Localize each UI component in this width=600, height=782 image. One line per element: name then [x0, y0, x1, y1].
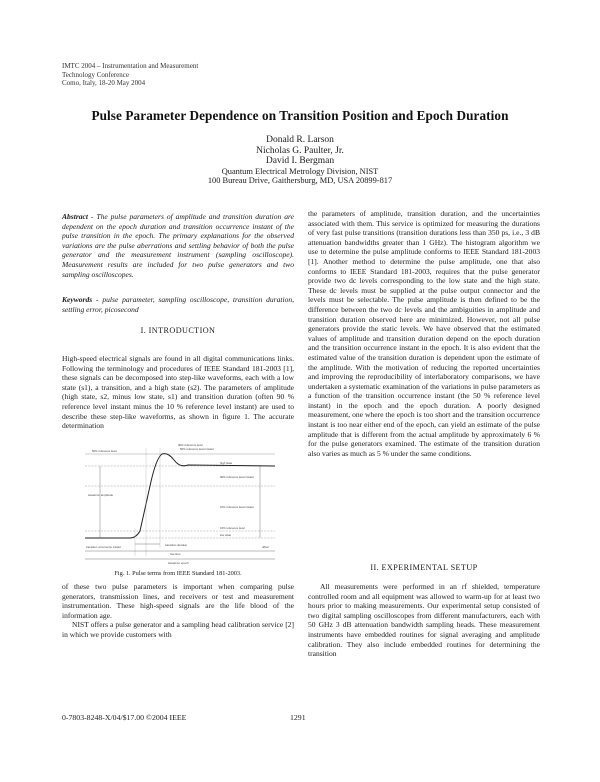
- fig-label-ref50: 50% reference level: [92, 449, 117, 453]
- keywords-text: - pulse parameter, sampling oscilloscope, transition duration, settling error, picosecond: [62, 295, 294, 314]
- fig-label-offset: offset: [262, 545, 269, 549]
- conference-line-3: Como, Italy, 18-20 May 2004: [62, 79, 146, 87]
- section-2-heading: II. EXPERIMENTAL SETUP: [370, 563, 478, 572]
- fig-label-ref90: 90% reference level: [178, 443, 203, 447]
- fig-label-rise-time: rise time: [170, 552, 181, 556]
- affiliation-2: 100 Bureau Drive, Gaithersburg, MD, USA 20899-817: [207, 176, 393, 186]
- right-paragraph-2: All measurements were performed in an rf shielded, temperature controlled room and all equipment was allowed to warm-up for at least two hours prior to making measurements. Our experimental setup consisted of two digital sampling oscilloscopes from different manufacturers, each with 50 GHz 3 dB attenuation bandwidth sampling heads. These measurement instruments have embedded routines for signal averaging and amplitude calibration. They also include embedded routines for determining the transition: [308, 582, 540, 659]
- fig-label-ref10: 10% reference level: [220, 526, 245, 530]
- abstract: [62, 212, 294, 279]
- fig-label-low-state: low state: [220, 533, 232, 537]
- fig-label-waveform-amplitude: waveform amplitude: [88, 493, 114, 497]
- footer-isbn: 0-7803-8248-X/04/$17.00 ©2004 IEEE: [62, 713, 187, 722]
- fig-label-ref10-instant: 10% reference level instant: [220, 505, 254, 509]
- author-2: Nicholas G. Paulter, Jr.: [256, 145, 344, 156]
- intro-paragraph-2a: of these two pulse parameters is important when comparing pulse generators, transmission lines, and receivers or test and measurement instrumentation. These high-speed signals are the life blood of the information age.: [62, 582, 294, 620]
- intro-paragraph-2b: NIST offers a pulse generator and a sampling head calibration service [2] in which we provide customers with: [62, 620, 294, 639]
- figure-1-caption: Fig. 1. Pulse terms from IEEE Standard 181-2003.: [114, 570, 242, 577]
- fig-label-waveform-epoch: waveform epoch: [168, 561, 189, 565]
- fig-label-transition-duration: transition duration: [165, 543, 188, 547]
- section-1-heading: I. INTRODUCTION: [140, 326, 216, 335]
- pulse-waveform: [85, 454, 275, 538]
- intro-paragraph-2: [62, 582, 294, 640]
- conference-line-1: IMTC 2004 – Instrumentation and Measurement: [62, 62, 199, 70]
- conference-line-2: Technology Conference: [62, 70, 129, 79]
- author-3: David I. Bergman: [265, 156, 335, 166]
- fig-label-transition-occurrence: transition occurrence instant: [86, 545, 121, 549]
- author-1: Donald R. Larson: [266, 135, 334, 145]
- fig-label-high-state: high state: [220, 461, 233, 465]
- fig-label-mid-ref-instant: 50% reference level instant: [180, 447, 214, 451]
- intro-paragraph-1: High-speed electrical signals are found in all digital communications links. Following the terminology and procedures of IEEE Standard 181-2003 [1], these signals can be decomposed into step-like waveforms, each with a low state (s1), a transition, and a high state (s2). The parameters of amplitude (high state, s2, minus low state, s1) and transition duration (often 90 % reference level instant minus the 10 % reference level instant) are used to describe these step-like waveforms, as shown in figure 1. The accurate determination: [62, 354, 294, 431]
- abstract-label: Abstract: [62, 212, 88, 221]
- fig-label-ref90-instant: 90% reference level instant: [220, 475, 254, 479]
- footer-page-number: 1291: [290, 713, 306, 722]
- figure-1-pulse-terms: [70, 438, 290, 568]
- keywords-label: Keywords: [62, 295, 93, 304]
- affiliation-1: Quantum Electrical Metrology Division, NIST: [221, 166, 379, 176]
- right-paragraph-1: the parameters of amplitude, transition duration, and the uncertainties associated with them. This service is optimized for measuring the durations of very fast pulse transitions (transition durations less than 350 ps, i.e., 3 dB attenuation bandwidths greater than 1 GHz). The histogram algorithm we use to determine the pulse amplitude conforms to IEEE Standard 181-2003 [1]. Another method to determine the pulse amplitude, one that also conforms to IEEE Standard 181-2003, requires that the pulse generator provide two dc levels corresponding to the low state and the high state. These dc levels must be supplied at the pulse output connector and the levels must be selectable. The pulse amplitude is then defined to be the difference between the two dc levels and the ambiguities in amplitude and transition duration observed here are minimized. However, not all pulse generators provide the static levels. We have observed that the estimated values of amplitude and transition duration depend on the epoch duration and the transition occurrence instant in the epoch. It is also evident that the estimated value of the transition duration is dependent upon the estimate of the amplitude. With the motivation of reducing the reported uncertainties and improving the reproducibility of interlaboratory comparisons, we have undertaken a systematic examination of the variations in pulse parameters as a function of the transition occurrence instant (the 50 % reference level instant) in the epoch and the epoch duration. A poorly designed measurement, one where the epoch is too short and the transition occurrence instant is too near either end of the epoch, can yield an estimate of the pulse amplitude that is different from the actual amplitude by approximately 6 % for the pulse generators examined. The estimate of the transition duration also varies as much as 5 % under the same conditions.: [308, 209, 540, 458]
- author-block: [0, 135, 600, 186]
- abstract-text: - The pulse parameters of amplitude and transition duration are dependent on the epoch duration and transition occurrence instant of the pulse transition in the epoch. The primary explanations for the observed variations are the pulse aberrations and settling behavior of both the pulse generator and the measurement instrument (sampling oscilloscope). Measurement results are included for two pulse generators and two sampling oscilloscopes.: [62, 212, 294, 279]
- keywords: [62, 295, 294, 314]
- conference-header: [62, 62, 198, 88]
- paper-title: Pulse Parameter Dependence on Transition Position and Epoch Duration: [91, 108, 509, 123]
